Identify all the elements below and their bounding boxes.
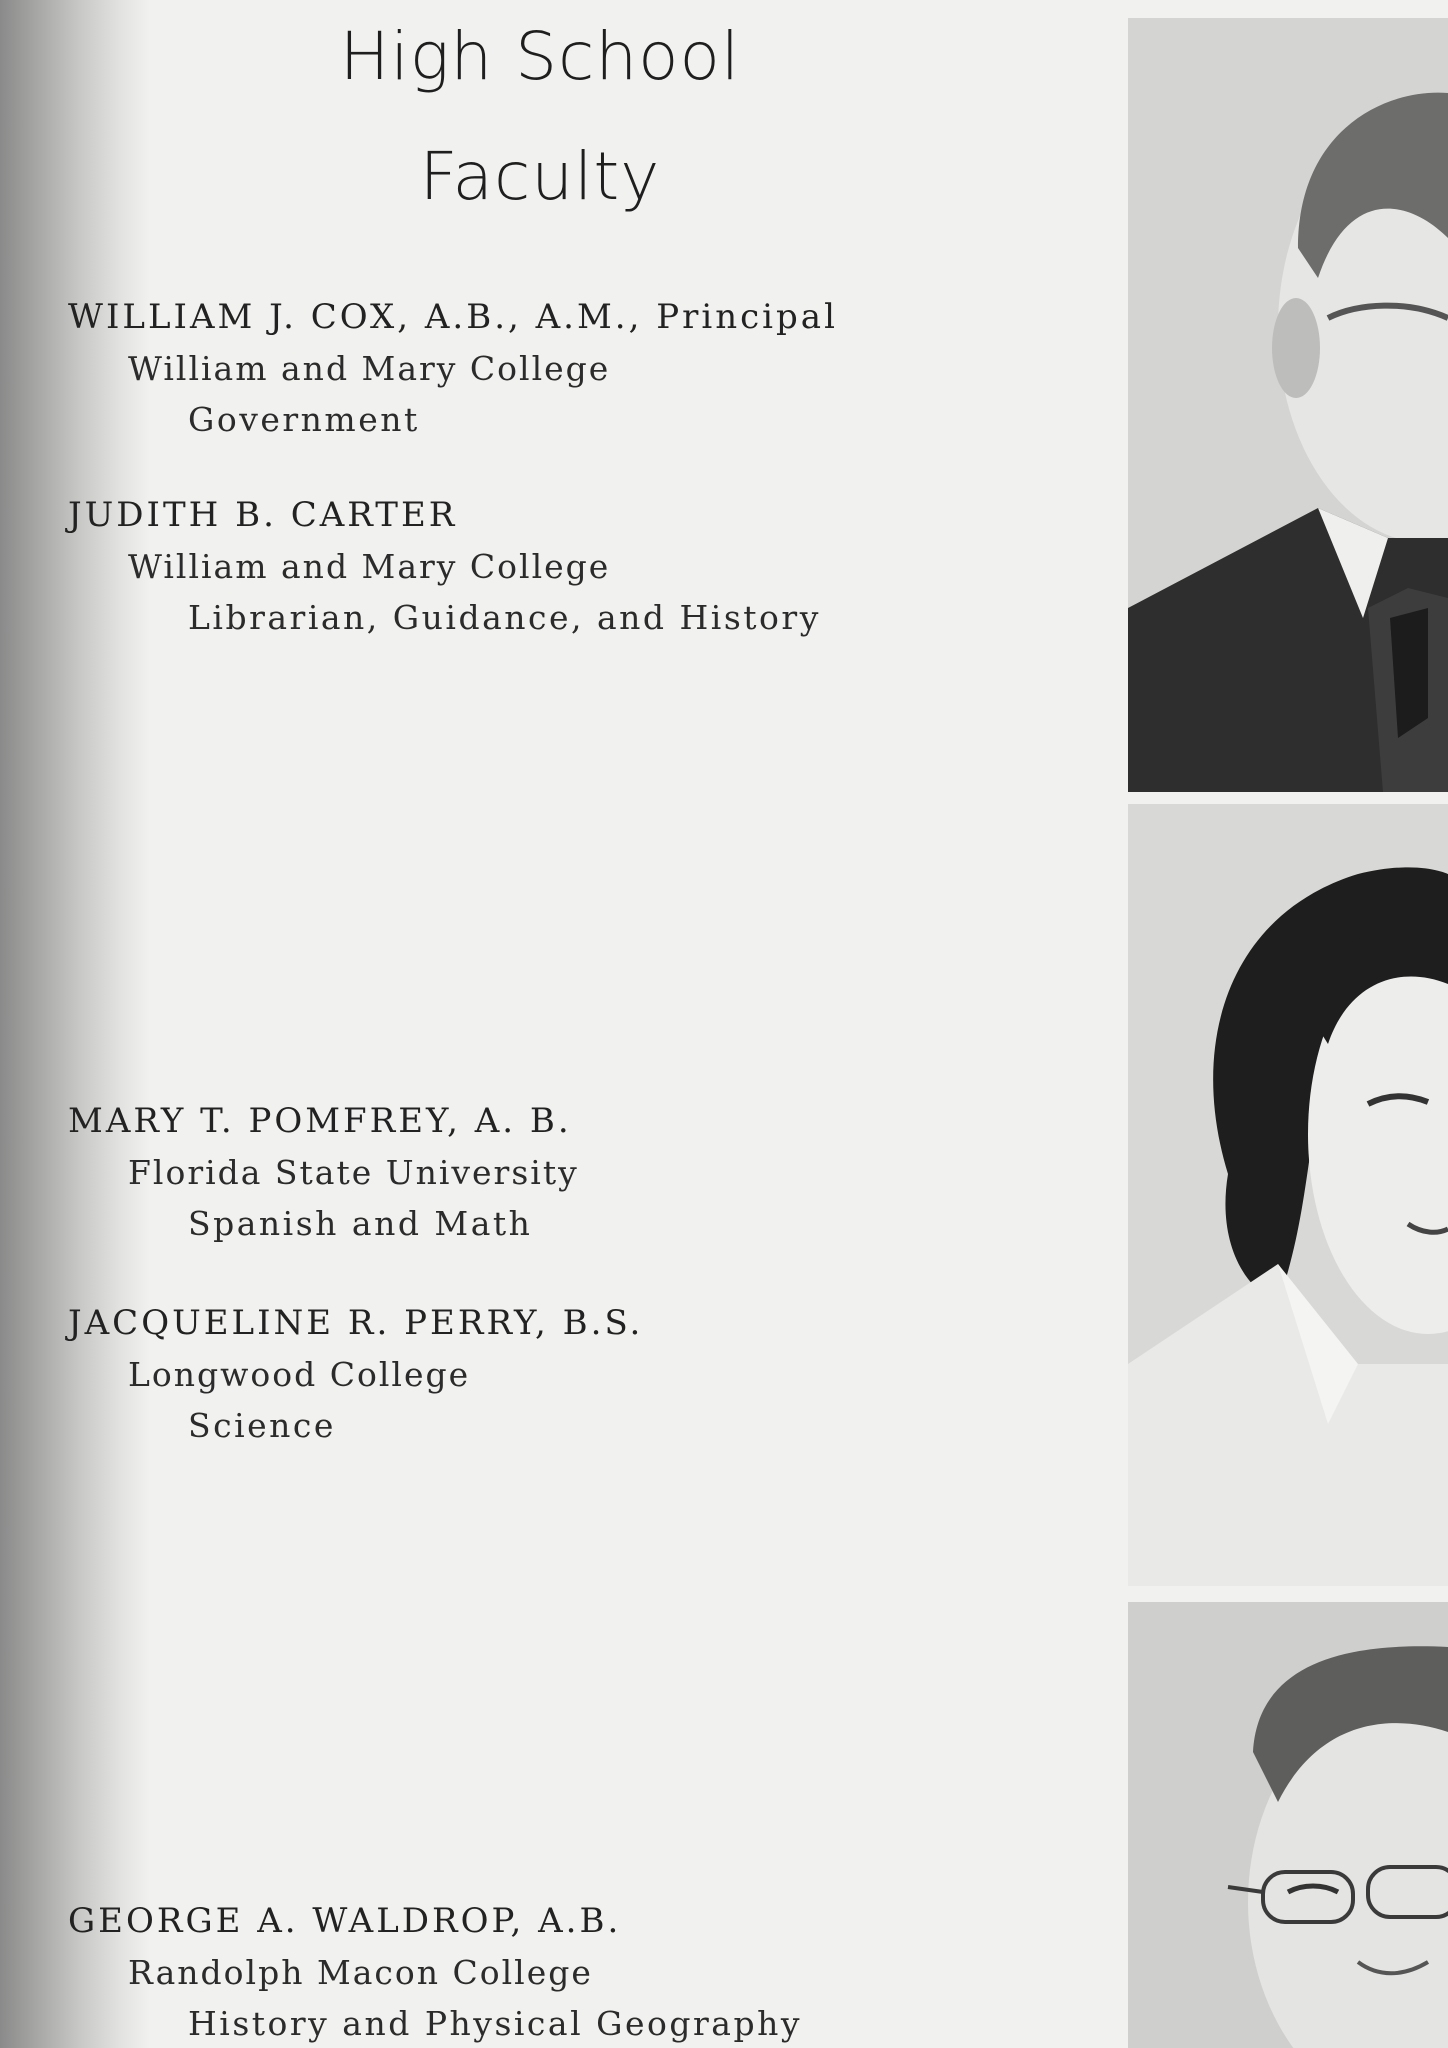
portrait-man-glasses-icon <box>1128 1602 1448 2048</box>
faculty-name: JUDITH B. CARTER <box>68 495 458 535</box>
faculty-name: GEORGE A. WALDROP, A.B. <box>68 1901 622 1941</box>
page-subtitle: Faculty <box>419 138 661 215</box>
faculty-college: William and Mary College <box>128 547 611 586</box>
faculty-college: William and Mary College <box>128 349 611 388</box>
faculty-name: JACQUELINE R. PERRY, B.S. <box>68 1303 644 1343</box>
faculty-entry <box>68 1101 579 1243</box>
faculty-subject: Librarian, Guidance, and History <box>188 598 821 637</box>
faculty-college: Florida State University <box>128 1153 579 1192</box>
faculty-subject: Science <box>188 1406 336 1445</box>
faculty-subject: Government <box>188 400 420 439</box>
faculty-entry <box>68 495 821 637</box>
faculty-entry <box>68 1901 802 2043</box>
faculty-college: Longwood College <box>128 1355 471 1394</box>
portrait-woman-curly-hair-icon <box>1128 804 1448 1586</box>
faculty-subject: Spanish and Math <box>188 1204 533 1243</box>
faculty-entry <box>68 297 838 439</box>
faculty-subject: History and Physical Geography <box>188 2004 802 2043</box>
faculty-photo <box>1128 1602 1448 2048</box>
faculty-college: Randolph Macon College <box>128 1953 593 1992</box>
page-title: High School <box>339 18 741 95</box>
faculty-name: WILLIAM J. COX, A.B., A.M., Principal <box>68 297 838 337</box>
faculty-photo <box>1128 804 1448 1586</box>
portrait-man-suit-icon <box>1128 18 1448 792</box>
faculty-name: MARY T. POMFREY, A. B. <box>68 1101 572 1141</box>
faculty-photo <box>1128 18 1448 792</box>
faculty-entry <box>68 1303 644 1445</box>
